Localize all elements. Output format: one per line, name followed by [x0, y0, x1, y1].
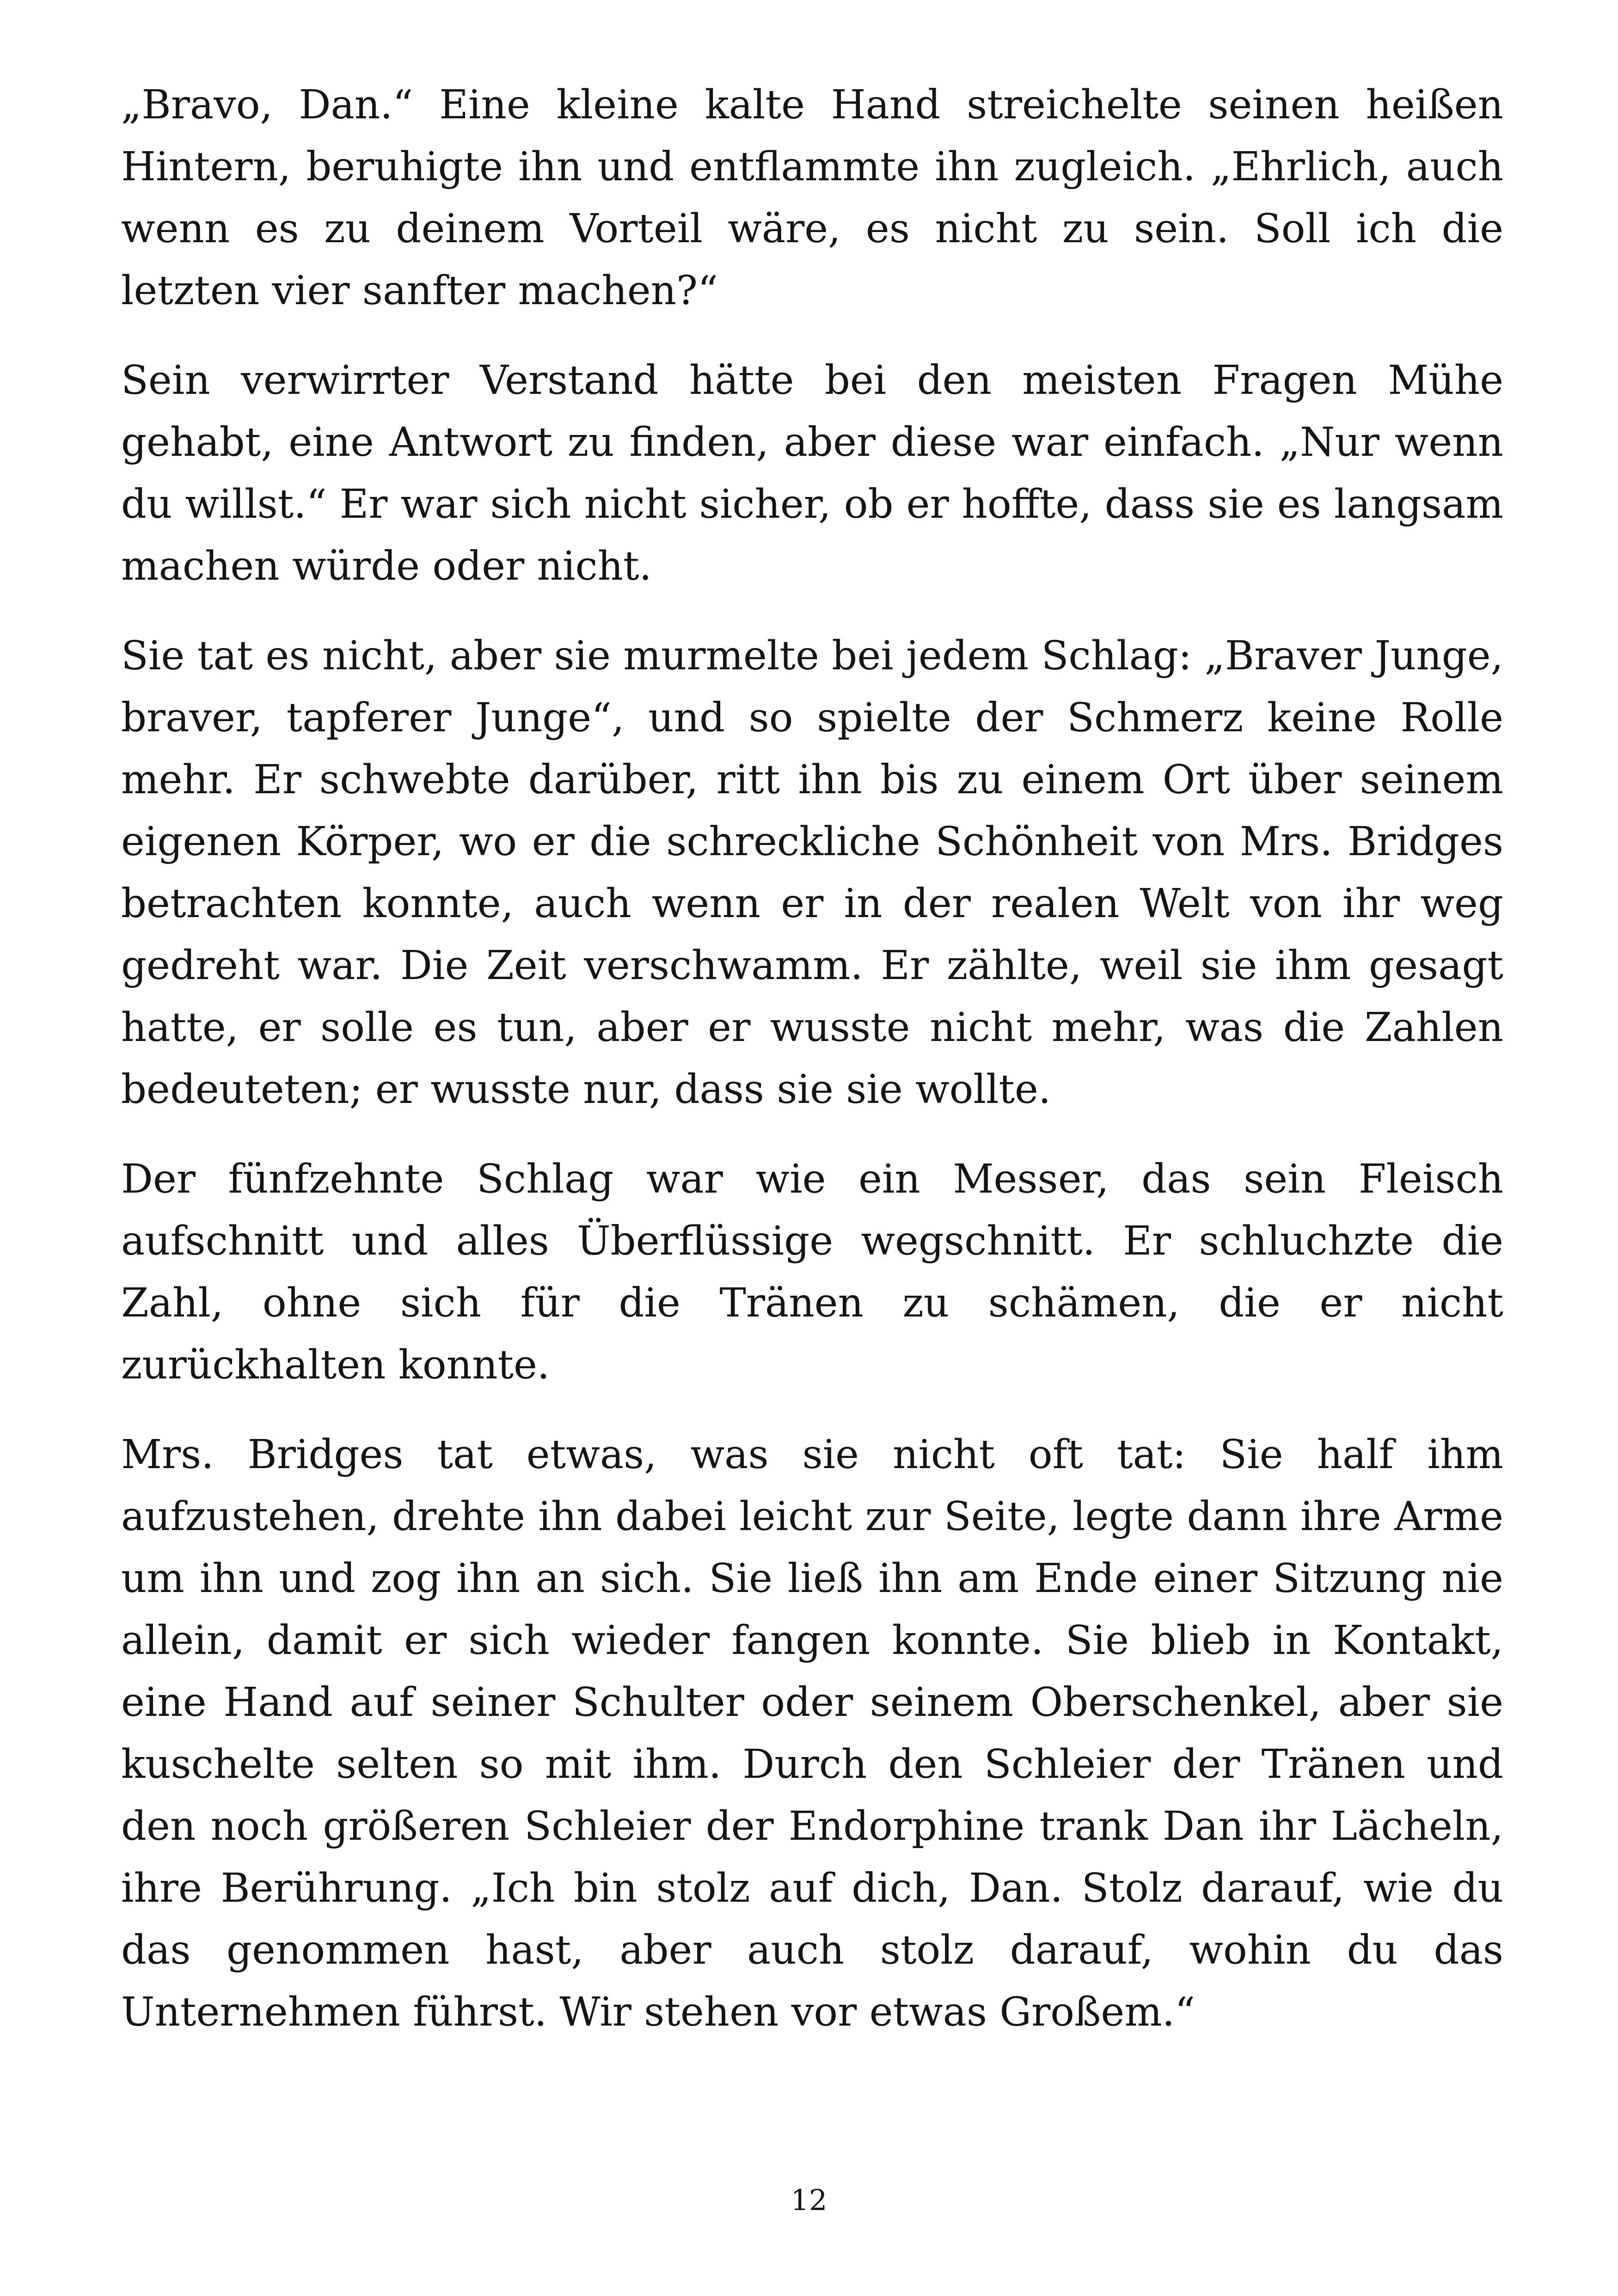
paragraph: Sein verwirrter Verstand hätte bei den meisten Fragen Mühe gehabt, eine Antwort zu finden, aber diese war einfach. „Nur wenn du willst.“ Er war sich nicht sicher, ob er hoffte, dass sie es langsam machen würde oder nicht. [121, 357, 1503, 589]
body-text [121, 74, 1503, 2071]
paragraph: „Bravo, Dan.“ Eine kleine kalte Hand streichelte seinen heißen Hintern, beruhigte ihn und entflammte ihn zugleich. „Ehrlich, auch wenn es zu deinem Vorteil wäre, es nicht zu sein. Soll ich die letzten vier sanfter machen?“ [121, 82, 1503, 314]
page-number: 12 [791, 2183, 827, 2217]
paragraph: Mrs. Bridges tat etwas, was sie nicht oft tat: Sie half ihm aufzustehen, drehte ihn dabei leicht zur Seite, legte dann ihre Arme um ihn und zog ihn an sich. Sie ließ ihn am Ende einer Sitzung nie allein, damit er sich wieder fangen konnte. Sie blieb in Kontakt, eine Hand auf seiner Schulter oder seinem Oberschenkel, aber sie kuschelte selten so mit ihm. Durch den Schleier der Tränen und den noch größeren Schleier der Endorphine trank Dan ihr Lächeln, ihre Berührung. „Ich bin stolz auf dich, Dan. Stolz darauf, wie du das genommen hast, aber auch stolz darauf, wohin du das Unternehmen führst. Wir stehen vor etwas Großem.“ [121, 1432, 1503, 2035]
paragraph: Sie tat es nicht, aber sie murmelte bei jedem Schlag: „Braver Junge, braver, tapferer Junge“, und so spielte der Schmerz keine Rolle mehr. Er schwebte darüber, ritt ihn bis zu einem Ort über seinem eigenen Körper, wo er die schreckliche Schönheit von Mrs. Bridges betrachten konnte, auch wenn er in der realen Welt von ihr weg gedreht war. Die Zeit verschwamm. Er zählte, weil sie ihm gesagt hatte, er solle es tun, aber er wusste nicht mehr, was die Zahlen bedeuteten; er wusste nur, dass sie sie wollte. [121, 633, 1503, 1113]
paragraph: Der fünfzehnte Schlag war wie ein Messer, das sein Fleisch aufschnitt und alles Überflüssige wegschnitt. Er schluchzte die Zahl, ohne sich für die Tränen zu schämen, die er nicht zurückhalten konnte. [121, 1156, 1503, 1388]
